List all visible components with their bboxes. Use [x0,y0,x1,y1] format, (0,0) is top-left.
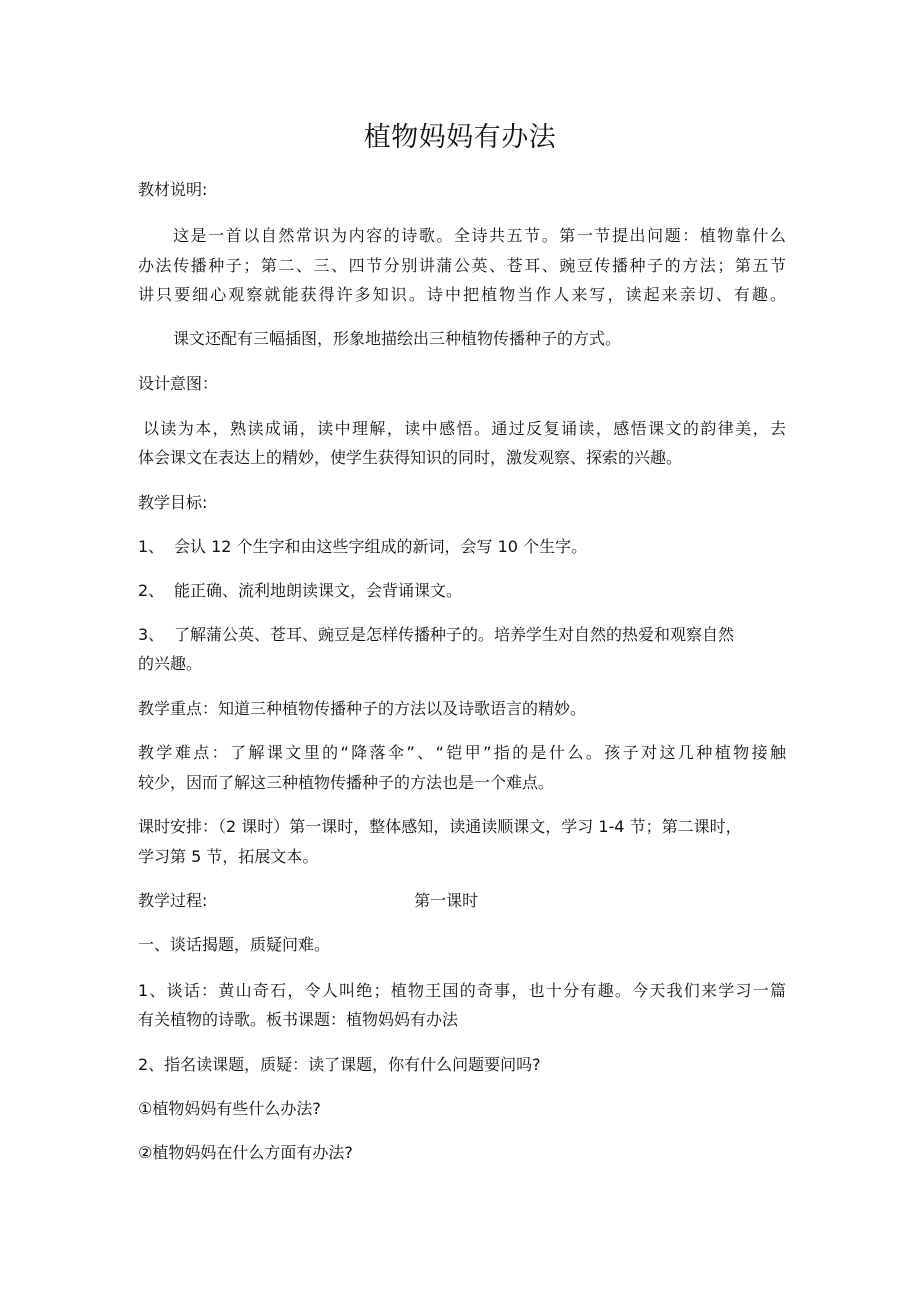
goal-text: 会认 12 个生字和由这些字组成的新词，会写 10 个生字。 [174,537,588,556]
goals-heading: 教学目标: [138,493,208,512]
goal-number: 3、 [138,625,165,644]
goal-number: 1、 [138,537,165,556]
process-session: 第一课时 [414,891,479,910]
goal-item [138,581,786,601]
material-paragraph-2: 课文还配有三幅插图，形象地描绘出三种植物传播种子的方式。 [173,329,622,348]
design-heading: 设计意图： [138,374,219,393]
key-point: 教学重点：知道三种植物传播种子的方法以及诗歌语言的精妙。 [138,699,587,718]
goal-item [138,537,786,557]
difficulty-line: 教学难点：了解课文里的“降落伞”、“铠甲”指的是什么。孩子对这几种植物接触 [138,743,786,762]
schedule-line: 课时安排：（2 课时）第一课时，整体感知，读通读顺课文，学习 1-4 节；第二课时， [138,817,742,836]
difficulty-line: 较少，因而了解这三种植物传播种子的方法也是一个难点。 [138,773,555,792]
schedule-line: 学习第 5 节，拓展文本。 [138,847,319,866]
goal-text: 能正确、流利地朗读课文，会背诵课文。 [174,581,463,600]
step-two: 2、指名读课题，质疑：读了课题，你有什么问题要问吗? [138,1055,541,1074]
goal-text: 了解蒲公英、苍耳、豌豆是怎样传播种子的。培养学生对自然的热爱和观察自然 [174,625,735,644]
question-item: ②植物妈妈在什么方面有办法? [138,1143,353,1162]
step-one-line: 有关植物的诗歌。板书课题：植物妈妈有办法 [138,1010,459,1029]
material-heading: 教材说明: [138,180,208,199]
question-item: ①植物妈妈有些什么办法? [138,1099,321,1118]
section-one-heading: 一、谈话揭题，质疑问难。 [138,935,331,954]
document-title: 植物妈妈有办法 [363,122,557,153]
material-paragraph-line: 讲只要细心观察就能获得许多知识。诗中把植物当作人来写，读起来亲切、有趣。 [138,285,786,304]
step-one-line: 1、谈话：黄山奇石，令人叫绝；植物王国的奇事，也十分有趣。今天我们来学习一篇 [138,981,786,1000]
goal-number: 2、 [138,581,165,600]
goal-item [138,625,786,645]
process-heading-row [138,891,786,911]
goal-text-continued: 的兴趣。 [138,654,203,673]
material-paragraph-line: 办法传播种子；第二、三、四节分别讲蒲公英、苍耳、豌豆传播种子的方法；第五节 [138,256,786,275]
material-paragraph-line: 这是一首以自然常识为内容的诗歌。全诗共五节。第一节提出问题：植物靠什么 [173,226,786,245]
design-paragraph-line: 体会课文在表达上的精妙，使学生获得知识的同时，激发观察、探索的兴趣。 [138,448,683,467]
process-heading: 教学过程: [138,891,208,910]
design-paragraph-line: 以读为本，熟读成诵，读中理解，读中感悟。通过反复诵读，感悟课文的韵律美，去 [143,419,786,438]
